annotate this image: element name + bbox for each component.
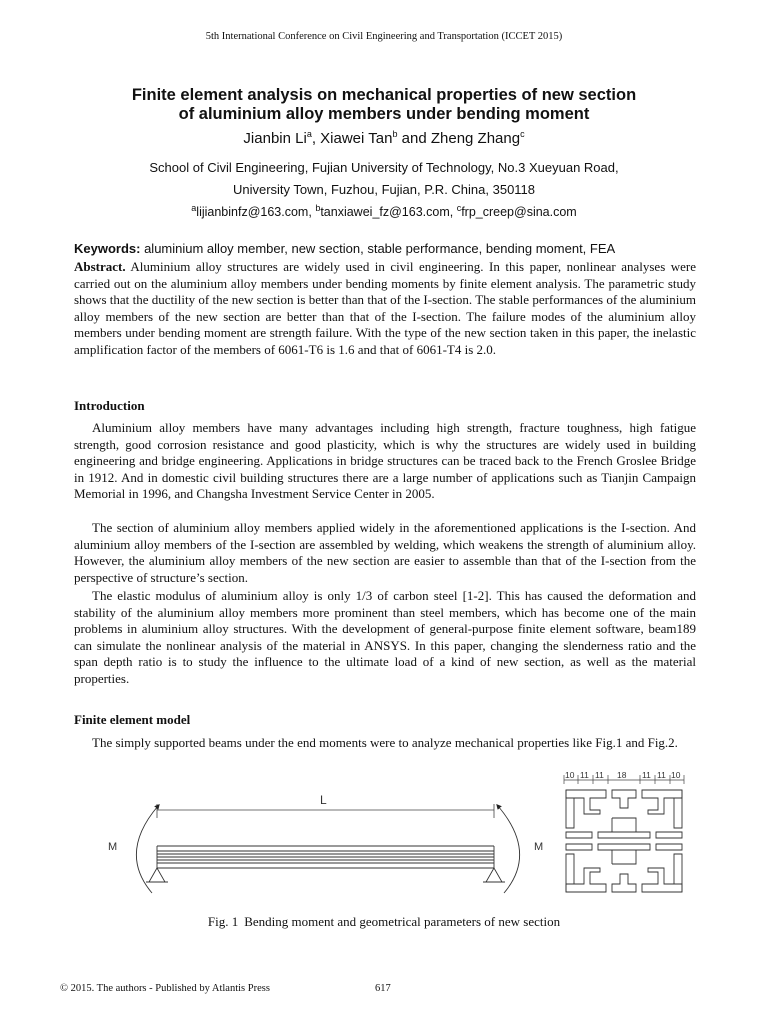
author-sup: c — [520, 129, 525, 139]
dimension-label: 11 — [595, 770, 604, 780]
paper-title — [74, 86, 694, 124]
author-name: Jianbin Li — [243, 130, 307, 147]
figure-caption-text: Bending moment and geometrical parameters of new section — [244, 914, 561, 929]
footer-copyright: © 2015. The authors - Published by Atlantis Press — [60, 983, 270, 994]
email-address: tanxiawei_fz@163.com — [320, 205, 450, 219]
intro-paragraph-3: The elastic modulus of aluminium alloy is only 1/3 of carbon steel [1-2]. This has caused the deformation and stability of the aluminium alloy members more prominent than steel members, which has become one of the main problems in aluminium alloy structures. With the development of general-purpose finite element software, beam189 can simulate the nonlinear analysis of the material in ANSYS. In this paper, changing the slenderness ratio and the span depth ratio is to study the influence to the ultimate load of a kind of new section, as well as the material properties. — [74, 588, 696, 686]
email-sup: a — [191, 202, 197, 213]
right-support-icon — [486, 868, 502, 882]
author-separator: and — [397, 130, 431, 147]
keywords-text: aluminium alloy member, new section, stable performance, bending moment, FEA — [140, 241, 616, 256]
author-sup: b — [392, 129, 398, 139]
abstract-text: Aluminium alloy structures are widely used in civil engineering. In this paper, nonlinear analyses were carried out on the aluminium alloy members under bending moments by finite element analysis. The parametric study shows that the ductility of the new section is better than that of the I-section. The stable performances of the aluminium alloy members of the new section are better than that of the I-section. The failure modes of the aluminium alloy members under bending moment are strength failure. With the type of the new section taken in this paper, the inelastic amplification factor of the members of 6061-T6 is 1.6 and that of 6061-T4 is 2.0. — [74, 259, 696, 357]
author-emails — [74, 202, 694, 219]
fem-paragraph-1: The simply supported beams under the end moments were to analyze mechanical properties like Fig.1 and Fig.2. — [92, 735, 678, 750]
author-sup: a — [306, 129, 312, 139]
email-sup: b — [315, 202, 321, 213]
dimension-label: 11 — [580, 770, 589, 780]
title-line-2: of aluminium alloy members under bending moment — [178, 105, 590, 123]
left-moment-label: M — [108, 841, 118, 853]
email-sup: c — [456, 202, 462, 213]
span-label: L — [320, 793, 327, 807]
author-separator: , — [311, 130, 321, 147]
abstract-label: Abstract. — [74, 259, 126, 274]
right-moment-label: M — [534, 841, 544, 853]
affiliation-line-2: University Town, Fuzhou, Fujian, P.R. China, 350118 — [232, 182, 536, 197]
author-list — [74, 130, 694, 147]
intro-paragraph-1: Aluminium alloy members have many advantages including high strength, fracture toughness, high fatigue strength, good corrosion resistance and good plasticity, which is why the structures are widely used in building engineering and bridge engineering. Applications in bridge structures can be traced back to the French Groslee Bridge in 1912. And in domestic civil building structures there are a large number of applications such as Tianjin Campaign Memorial in 1996, and Changsha Investment Service Center in 2005. — [74, 420, 696, 502]
figure-caption-label: Fig. 1 — [207, 914, 239, 929]
conference-header: 5th International Conference on Civil Engineering and Transportation (ICCET 2015) — [205, 31, 563, 42]
author-name: Xiawei Tan — [320, 130, 393, 147]
email-separator: , — [449, 205, 457, 219]
footer-page-number: 617 — [375, 983, 391, 994]
left-moment-arrow-icon — [136, 806, 158, 893]
figure-1 — [0, 768, 768, 898]
title-line-1: Finite element analysis on mechanical properties of new section — [131, 86, 637, 104]
dimension-label: 11 — [642, 770, 651, 780]
fem-heading: Finite element model — [74, 712, 191, 727]
intro-paragraph-2: The section of aluminium alloy members applied widely in the aforementioned applications is the I-section. And aluminium alloy members of the I-section are assembled by welding, which weakens the strength of aluminium alloy. However, the aluminium alloy members of the new section are easier to assemble than that of the I-section from the perspective of structure’s section. — [74, 520, 696, 585]
left-support-icon — [149, 868, 165, 882]
abstract — [74, 259, 696, 359]
keywords-label: Keywords: — [74, 241, 141, 256]
dimension-label: 11 — [657, 770, 666, 780]
author-name: Zheng Zhang — [430, 130, 521, 147]
section-dimensions — [564, 770, 684, 784]
figure-caption — [0, 914, 768, 930]
span-dimension — [157, 793, 494, 818]
new-section-drawing — [566, 790, 682, 892]
introduction-heading: Introduction — [74, 398, 145, 413]
beam — [157, 846, 494, 868]
email-separator: , — [308, 205, 316, 219]
email-address: lijianbinfz@163.com — [196, 205, 309, 219]
dimension-label: 18 — [617, 770, 627, 780]
email-address: frp_creep@sina.com — [461, 205, 577, 219]
dimension-label: 10 — [565, 770, 575, 780]
dimension-label: 10 — [671, 770, 681, 780]
affiliation-line-1: School of Civil Engineering, Fujian University of Technology, No.3 Xueyuan Road, — [149, 160, 619, 175]
keywords — [74, 241, 704, 256]
